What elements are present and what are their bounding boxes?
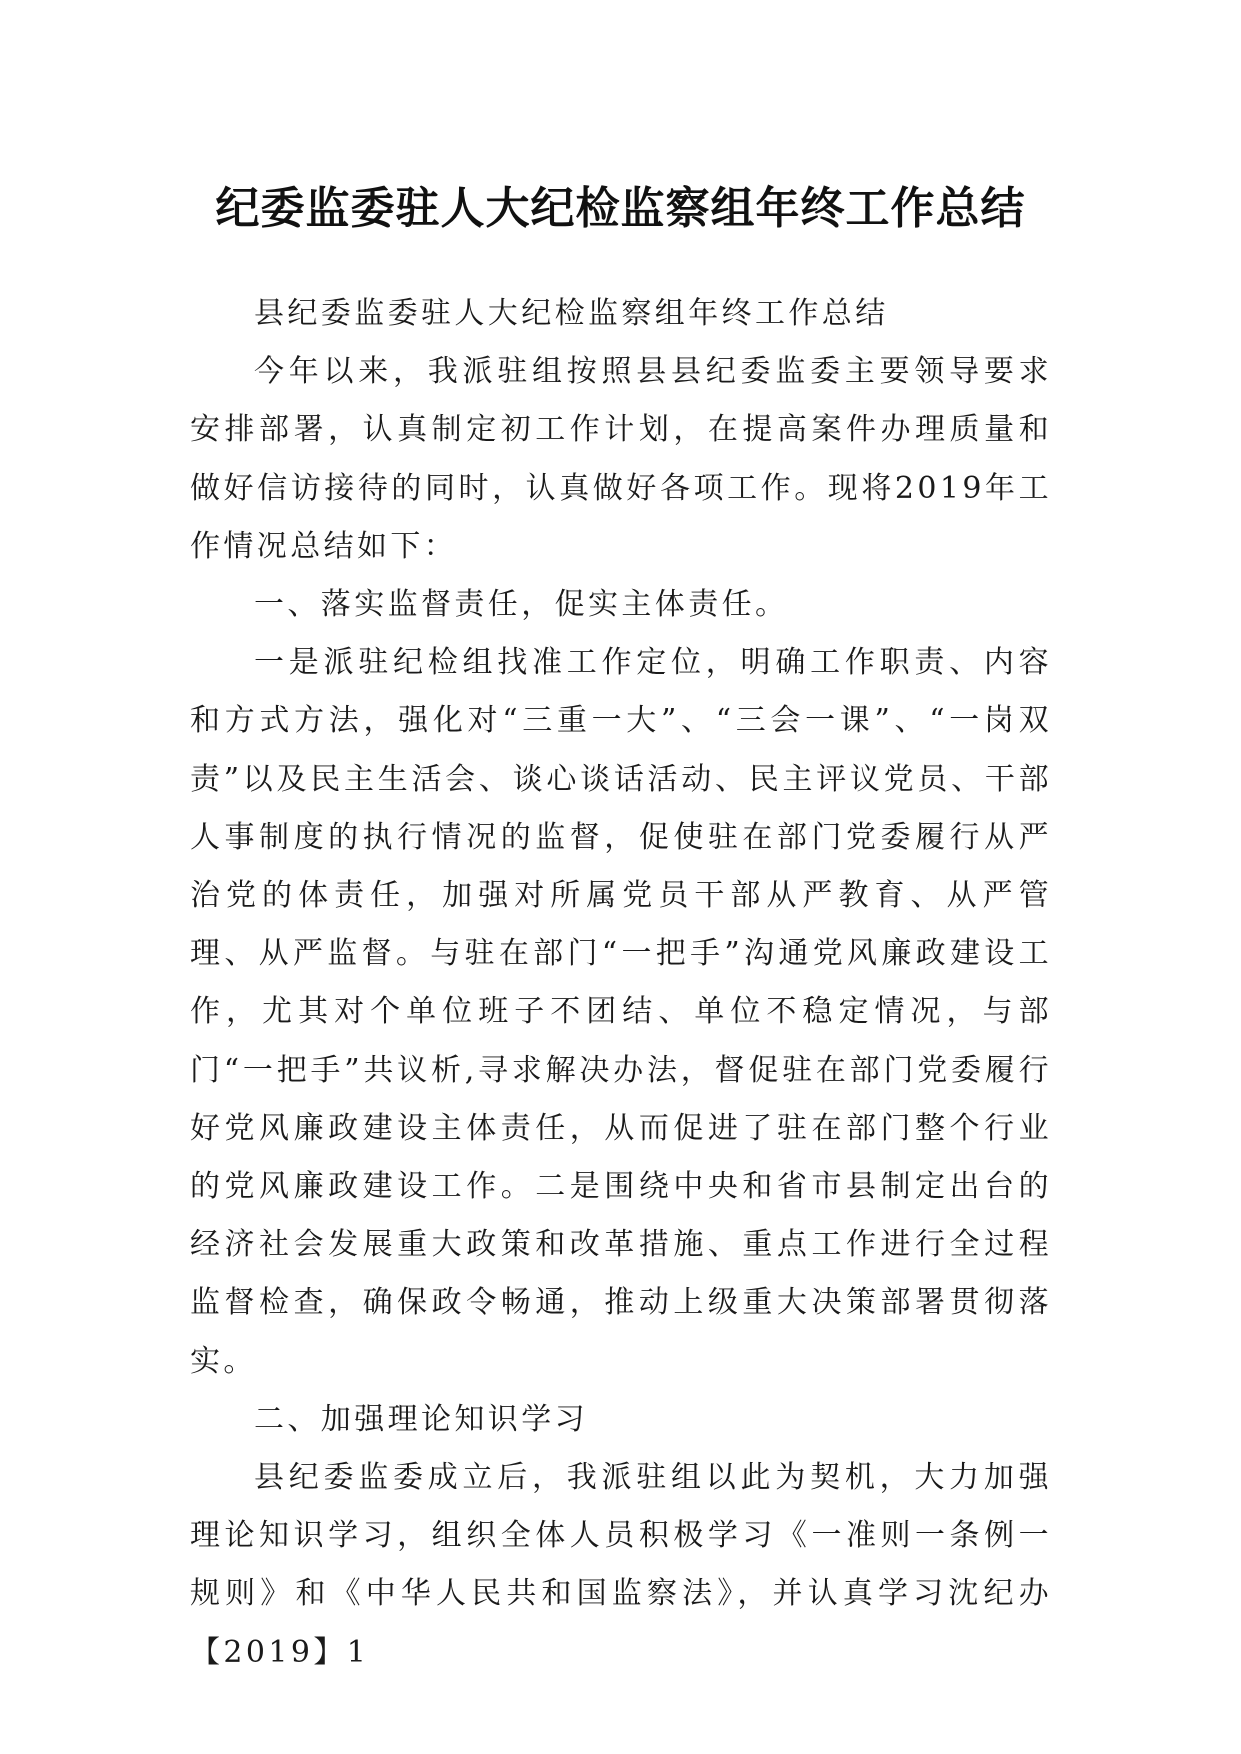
section-heading-1: 一、落实监督责任，促实主体责任。 [254,587,789,623]
paragraph-section-1: 一是派驻纪检组找准工作定位，明确工作职责、内容和方式方法，强化对“三重一大”、“三会一课”、“一岗双责”以及民主生活会、谈心谈话活动、民主评议党员、干部人事制度的执行情况的监督，促使驻在部门党委履行从严治党的体责任，加强对所属党员干部从严教育、从严管理、从严监督。与驻在部门“一把手”沟通党风廉政建设工作，尤其对个单位班子不团结、单位不稳定情况，与部门“一把手”共议析,寻求解决办法，督促驻在部门党委履行好党风廉政建设主体责任，从而促进了驻在部门整个行业的党风廉政建设工作。二是围绕中央和省市县制定出台的经济社会发展重大政策和改革措施、重点工作进行全过程监督检查，确保政令畅通，推动上级重大决策部署贯彻落实。 [190,645,1052,1379]
document-body [190,285,1052,1682]
section-heading-2: 二、加强理论知识学习 [254,1401,588,1437]
document-title: 纪委监委驻人大纪检监察组年终工作总结 [215,183,1026,235]
paragraph-intro: 今年以来，我派驻组按照县县纪委监委主要领导要求安排部署，认真制定初工作计划，在提高案件办理质量和做好信访接待的同时，认真做好各项工作。现将2019年工作情况总结如下： [190,354,1052,564]
paragraph-section-2: 县纪委监委成立后，我派驻组以此为契机，大力加强理论知识学习，组织全体人员积极学习《一准则一条例一规则》和《中华人民共和国监察法》，并认真学习沈纪办【2019】1 [190,1460,1052,1670]
paragraph-subtitle: 县纪委监委驻人大纪检监察组年终工作总结 [254,296,889,331]
